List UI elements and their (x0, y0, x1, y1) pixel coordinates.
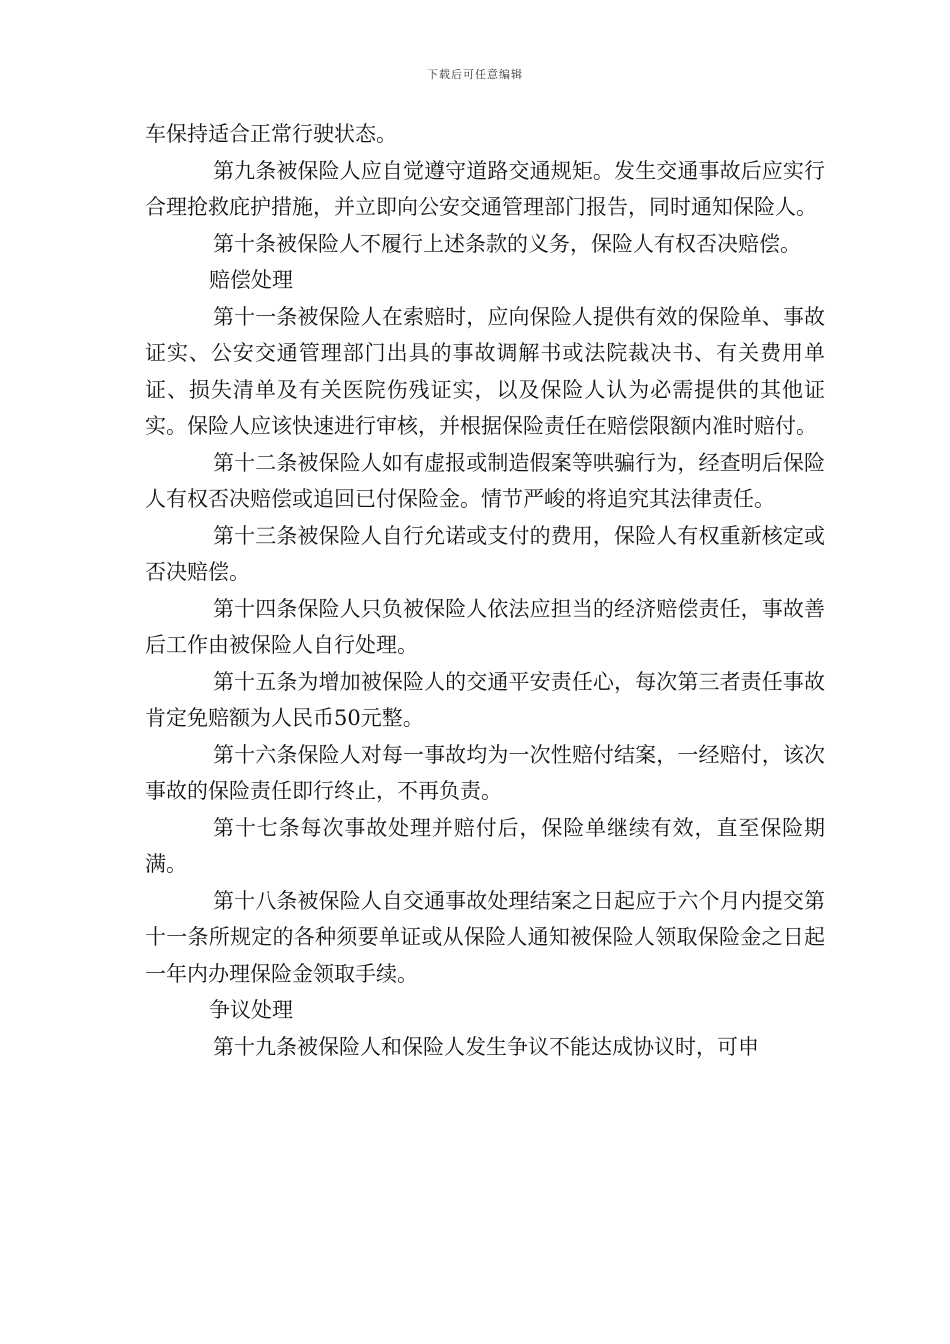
paragraph-continuation: 车保持适合正常行驶状态。 (145, 122, 397, 146)
article-10: 第十条被保险人不履行上述条款的义务，保险人有权否决赔偿。 (213, 231, 801, 256)
article-13: 第十三条被保险人自行允诺或支付的费用，保险人有权重新核定或否决赔偿。 (145, 523, 825, 584)
section-heading-claims: 赔偿处理 (209, 268, 293, 292)
article-16: 第十六条保险人对每一事故均为一次性赔付结案，一经赔付，该次事故的保险责任即行终止，不再负责。 (145, 742, 825, 803)
article-14: 第十四条保险人只负被保险人依法应担当的经济赔偿责任，事故善后工作由被保险人自行处理。 (145, 596, 825, 657)
section-heading-disputes: 争议处理 (209, 998, 293, 1022)
article-17: 第十七条每次事故处理并赔付后，保险单继续有效，直至保险期满。 (145, 815, 825, 876)
page-header: 下载后可任意编辑 (427, 68, 523, 81)
article-15: 第十五条为增加被保险人的交通平安责任心，每次第三者责任事故肯定免赔额为人民币50元整。 (145, 669, 825, 730)
article-18: 第十八条被保险人自交通事故处理结案之日起应于六个月内提交第十一条所规定的各种须要单证或从保险人通知被保险人领取保险金之日起一年内办理保险金领取手续。 (145, 888, 825, 986)
article-11: 第十一条被保险人在索赔时，应向保险人提供有效的保险单、事故证实、公安交通管理部门出具的事故调解书或法院裁决书、有关费用单证、损失清单及有关医院伤残证实，以及保险人认为必需提供的其他证实。保险人应该快速进行审核，并根据保险责任在赔偿限额内准时赔付。 (145, 304, 825, 438)
article-19: 第十九条被保险人和保险人发生争议不能达成协议时，可申 (213, 1034, 759, 1059)
article-9: 第九条被保险人应自觉遵守道路交通规矩。发生交通事故后应实行合理抢救庇护措施，并立即向公安交通管理部门报告，同时通知保险人。 (145, 158, 825, 219)
article-12: 第十二条被保险人如有虚报或制造假案等哄骗行为，经查明后保险人有权否决赔偿或追回已付保险金。情节严峻的将追究其法律责任。 (145, 450, 825, 511)
document-body (145, 116, 825, 1065)
